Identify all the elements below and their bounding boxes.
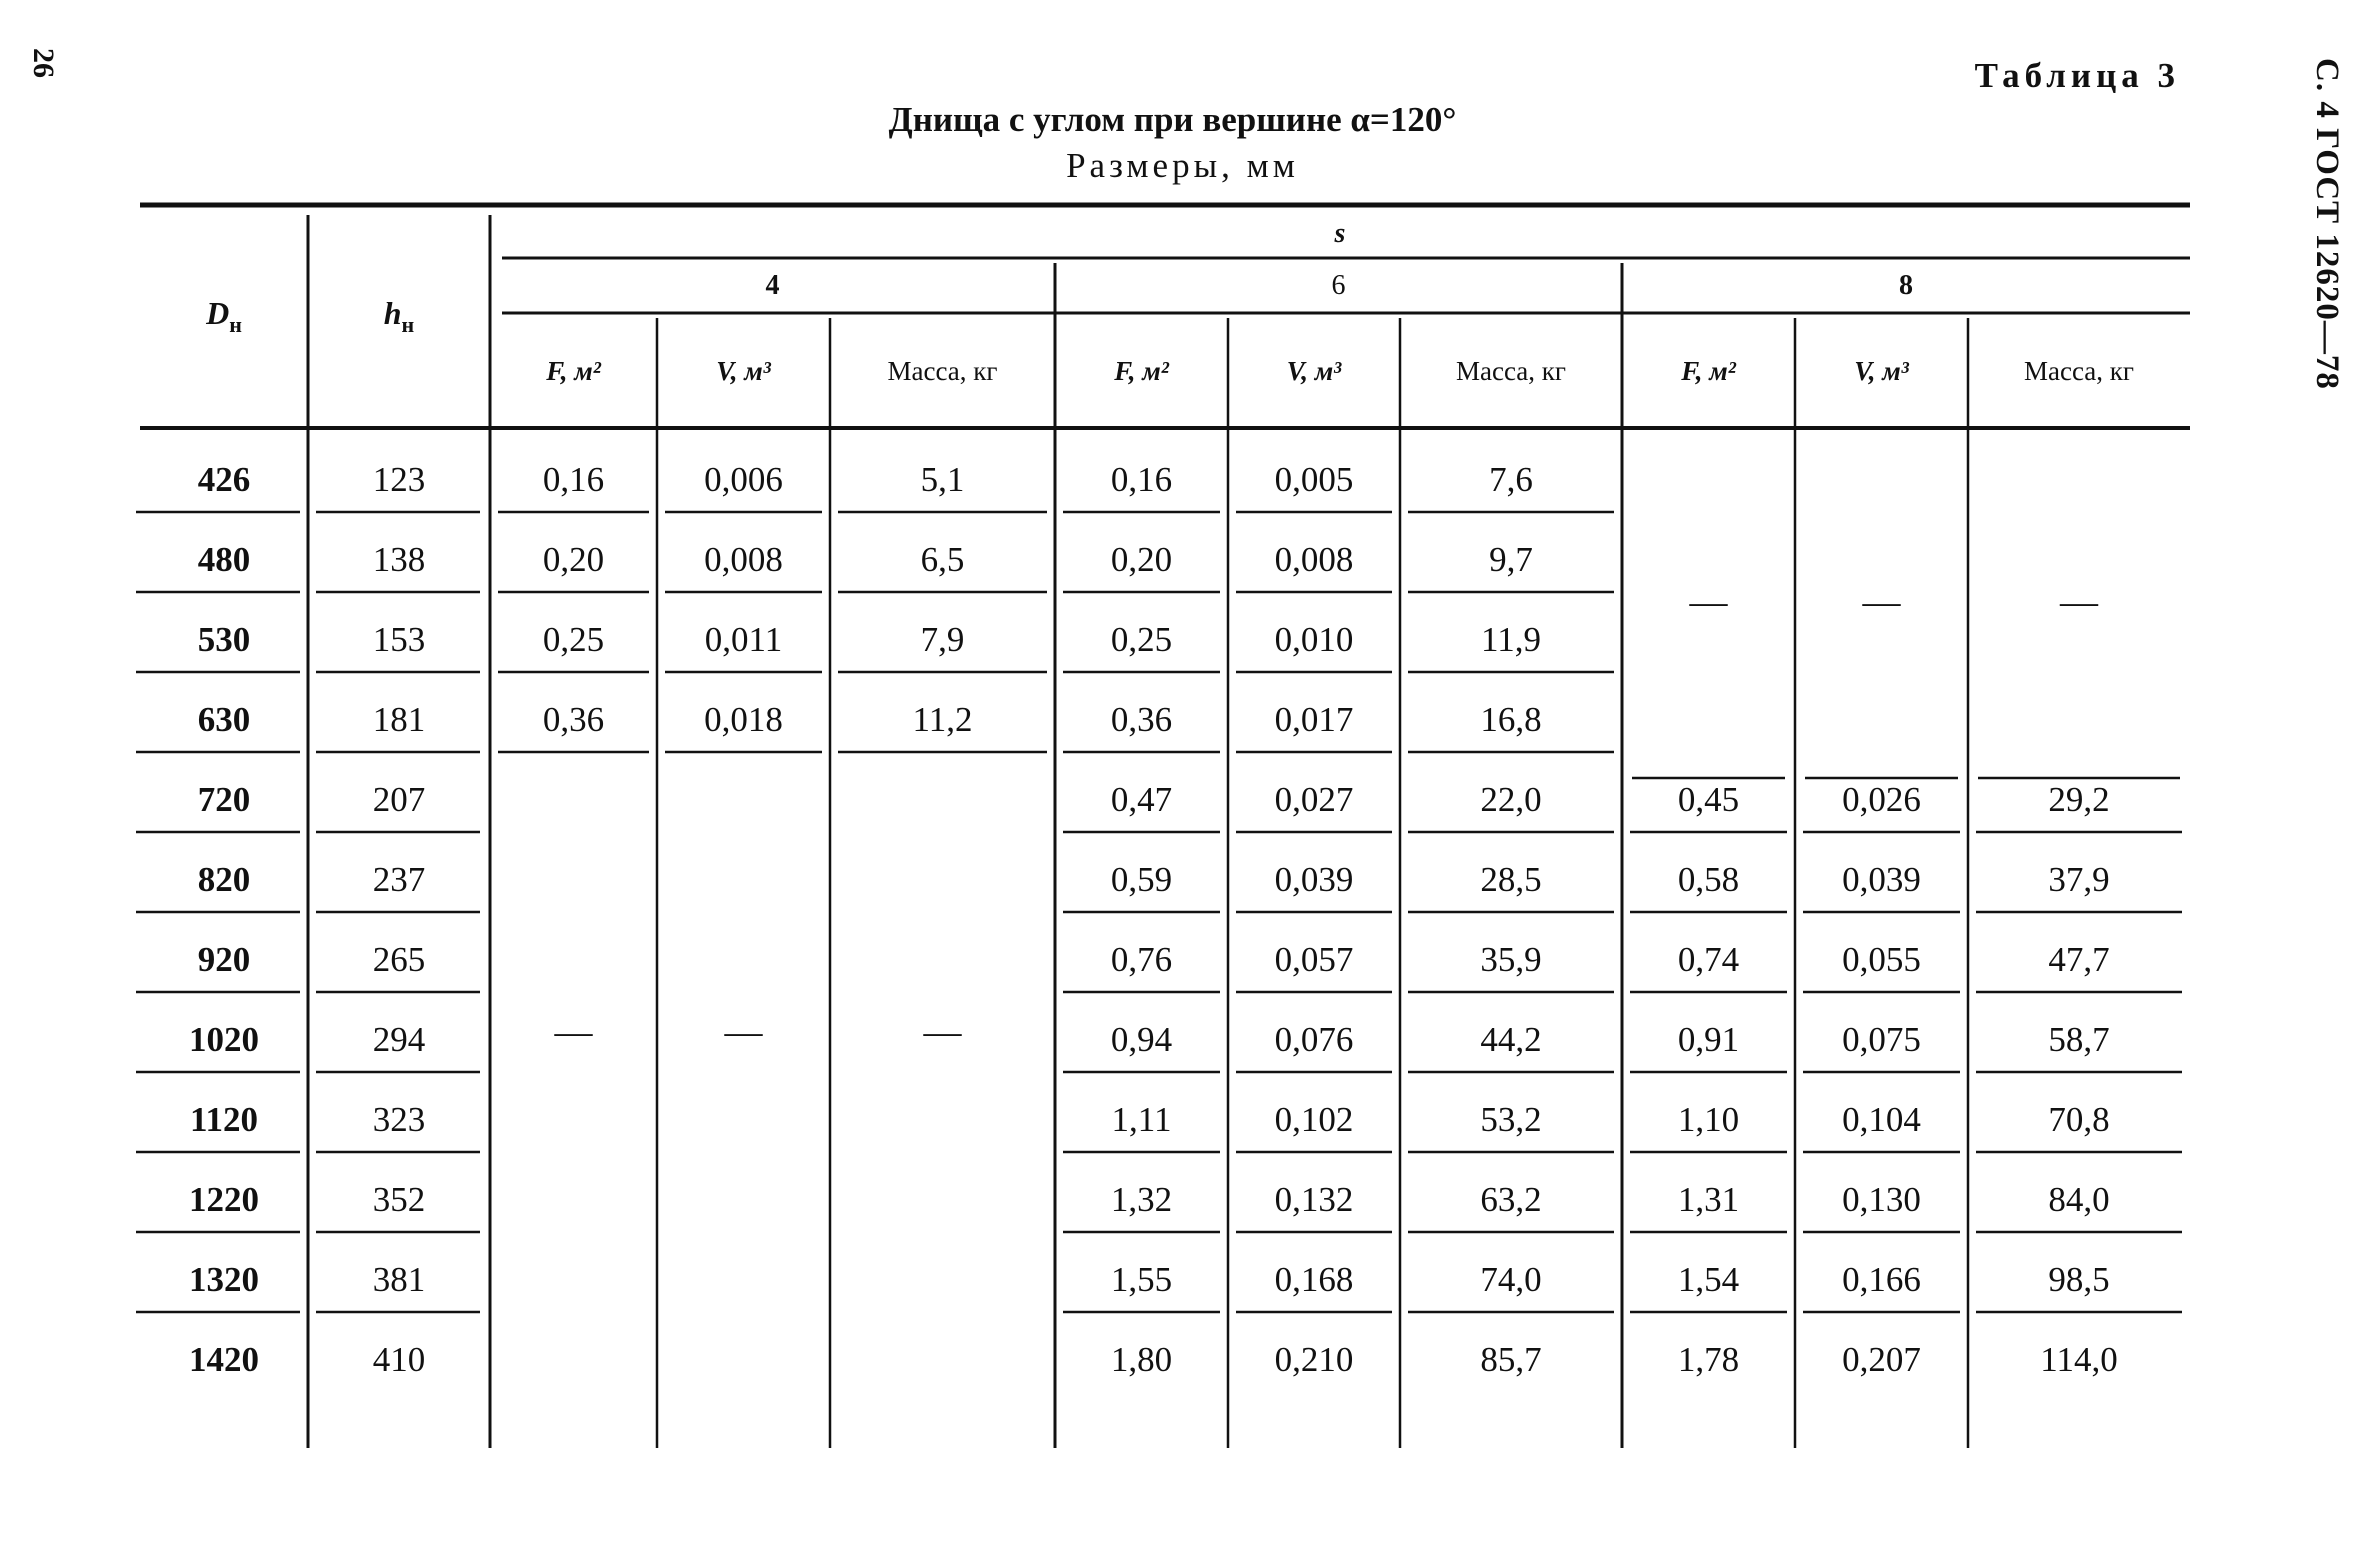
header-sub-2-1: V, м³	[1854, 356, 1909, 386]
cell-s8-0: 1,54	[1677, 1260, 1740, 1299]
header-sub-1-0: F, м²	[1114, 356, 1169, 386]
cell-s6-0: 0,47	[1110, 780, 1173, 819]
header-dn: $D_н$	[206, 295, 242, 337]
cell-s6-2: 35,9	[1480, 940, 1542, 979]
cell-s6-0: 1,55	[1110, 1260, 1173, 1299]
cell-dn: 630	[197, 700, 251, 739]
cell-s6-1: 0,005	[1274, 460, 1354, 499]
cell-s6-1: 0,076	[1274, 1020, 1354, 1059]
header-s: s	[1334, 218, 1346, 249]
cell-s8-0: 1,10	[1677, 1100, 1740, 1139]
header-group-8: 8	[1899, 270, 1913, 301]
cell-s4-0: 0,25	[542, 620, 605, 659]
cell-s6-0: 0,76	[1110, 940, 1173, 979]
table-label: Таблица 3	[1974, 56, 2180, 95]
table-title-text: Днища с углом при вершине α=120°	[888, 100, 1457, 139]
cell-s6-2: 85,7	[1480, 1340, 1542, 1379]
cell-s6-1: 0,017	[1274, 700, 1354, 739]
header-group-6: 6	[1331, 270, 1346, 301]
cell-s4-1: 0,011	[704, 620, 783, 659]
dash-s8-1: —	[1862, 581, 1901, 623]
cell-s6-0: 0,94	[1110, 1020, 1173, 1059]
cell-s8-2: 29,2	[2048, 780, 2110, 819]
cell-s6-1: 0,010	[1274, 620, 1354, 659]
cell-s6-2: 63,2	[1480, 1180, 1542, 1219]
cell-s4-0: 0,16	[542, 460, 605, 499]
cell-s6-0: 0,25	[1110, 620, 1173, 659]
cell-hn: 352	[372, 1180, 426, 1219]
cell-s6-0: 0,20	[1110, 540, 1173, 579]
cell-s8-1: 0,166	[1842, 1260, 1921, 1299]
cell-hn: 323	[372, 1100, 426, 1139]
cell-s6-2: 9,7	[1489, 540, 1533, 579]
cell-dn: 820	[197, 860, 251, 899]
cell-s6-1: 0,057	[1274, 940, 1354, 979]
cell-hn: 265	[372, 940, 426, 979]
cell-s8-0: 1,31	[1677, 1180, 1740, 1219]
cell-s6-1: 0,008	[1274, 540, 1354, 579]
cell-hn: 410	[372, 1340, 426, 1379]
cell-hn: 294	[372, 1020, 426, 1059]
cell-s4-2: 11,2	[912, 700, 973, 739]
dash-s4-1: —	[724, 1011, 763, 1053]
cell-s6-2: 22,0	[1480, 780, 1542, 819]
table-subtitle-text: Размеры, мм	[1066, 146, 1299, 185]
cell-s6-2: 53,2	[1480, 1100, 1542, 1139]
header-sub-0-1: V, м³	[716, 356, 771, 386]
header-sub-1-1: V, м³	[1286, 356, 1342, 386]
cell-hn: 138	[372, 540, 426, 579]
cell-s6-0: 1,11	[1111, 1100, 1172, 1139]
cell-s6-1: 0,168	[1274, 1260, 1354, 1299]
header-sub-2-0: F, м²	[1681, 356, 1736, 386]
cell-s6-2: 74,0	[1480, 1260, 1542, 1299]
cell-s8-1: 0,075	[1842, 1020, 1921, 1059]
cell-s6-0: 0,36	[1110, 700, 1173, 739]
cell-dn: 1120	[189, 1100, 259, 1139]
cell-hn: 153	[372, 620, 426, 659]
cell-dn: 530	[197, 620, 251, 659]
cell-s4-0: 0,36	[542, 700, 605, 739]
page-number: 26	[27, 48, 60, 78]
cell-dn: 720	[197, 780, 251, 819]
cell-s8-1: 0,039	[1842, 860, 1921, 899]
header-group-4: 4	[765, 270, 780, 301]
cell-dn: 1020	[189, 1020, 259, 1059]
cell-s4-1: 0,018	[704, 700, 783, 739]
cell-s6-2: 44,2	[1480, 1020, 1542, 1059]
cell-s8-1: 0,026	[1842, 780, 1921, 819]
cell-s8-1: 0,130	[1842, 1180, 1921, 1219]
cell-s6-0: 1,80	[1110, 1340, 1173, 1379]
cell-dn: 920	[197, 940, 251, 979]
cell-s6-1: 0,102	[1274, 1100, 1354, 1139]
cell-s8-2: 84,0	[2048, 1180, 2110, 1219]
cell-s8-0: 0,74	[1677, 940, 1740, 979]
cell-s4-0: 0,20	[542, 540, 605, 579]
cell-s8-0: 1,78	[1677, 1340, 1740, 1379]
cell-s4-2: 5,1	[920, 460, 965, 499]
cell-s6-1: 0,210	[1274, 1340, 1354, 1379]
dash-s8-2: —	[2060, 581, 2098, 623]
cell-s8-0: 0,91	[1677, 1020, 1740, 1059]
header-sub-1-2: Масса, кг	[1456, 356, 1566, 386]
cell-hn: 237	[372, 860, 426, 899]
cell-s8-1: 0,104	[1842, 1100, 1921, 1139]
cell-s8-0: 0,58	[1677, 860, 1740, 899]
cell-s8-1: 0,207	[1842, 1340, 1921, 1379]
header-sub-0-0: F, м²	[546, 356, 601, 386]
cell-s6-2: 28,5	[1480, 860, 1542, 899]
cell-dn: 1320	[189, 1260, 259, 1299]
cell-s8-2: 47,7	[2048, 940, 2110, 979]
cell-dn: 1220	[189, 1180, 259, 1219]
cell-s4-1: 0,008	[704, 540, 783, 579]
cell-s6-2: 11,9	[1481, 620, 1541, 659]
header-hn: $h_н$	[383, 295, 415, 337]
header-sub-2-2: Масса, кг	[2024, 356, 2134, 386]
dash-s8-0: —	[1689, 581, 1728, 623]
dash-s4-0: —	[554, 1011, 593, 1053]
cell-dn: 1420	[189, 1340, 259, 1379]
standard-reference: С. 4 ГОСТ 12620—78	[2309, 58, 2345, 390]
header-sub-0-2: Масса, кг	[887, 356, 998, 386]
cell-s8-2: 37,9	[2048, 860, 2110, 899]
cell-s6-0: 0,16	[1110, 460, 1173, 499]
cell-s6-2: 16,8	[1480, 700, 1542, 739]
cell-dn: 480	[197, 540, 251, 579]
cell-hn: 181	[372, 700, 426, 739]
cell-s8-0: 0,45	[1677, 780, 1740, 819]
cell-s6-1: 0,132	[1274, 1180, 1354, 1219]
cell-s8-2: 58,7	[2048, 1020, 2110, 1059]
cell-s8-2: 98,5	[2048, 1260, 2110, 1299]
cell-s8-2: 114,0	[2040, 1340, 2118, 1379]
cell-s6-1: 0,027	[1274, 780, 1354, 819]
cell-s4-2: 7,9	[920, 620, 965, 659]
cell-dn: 426	[197, 460, 251, 499]
cell-hn: 207	[372, 780, 426, 819]
cell-s8-2: 70,8	[2048, 1100, 2110, 1139]
cell-s4-1: 0,006	[704, 460, 783, 499]
cell-s6-0: 0,59	[1110, 860, 1173, 899]
cell-hn: 381	[372, 1260, 426, 1299]
cell-s6-2: 7,6	[1489, 460, 1533, 499]
cell-hn: 123	[372, 460, 426, 499]
dash-s4-2: —	[923, 1011, 962, 1053]
cell-s4-2: 6,5	[920, 540, 965, 579]
cell-s6-1: 0,039	[1274, 860, 1354, 899]
cell-s8-1: 0,055	[1842, 940, 1921, 979]
cell-s6-0: 1,32	[1110, 1180, 1173, 1219]
